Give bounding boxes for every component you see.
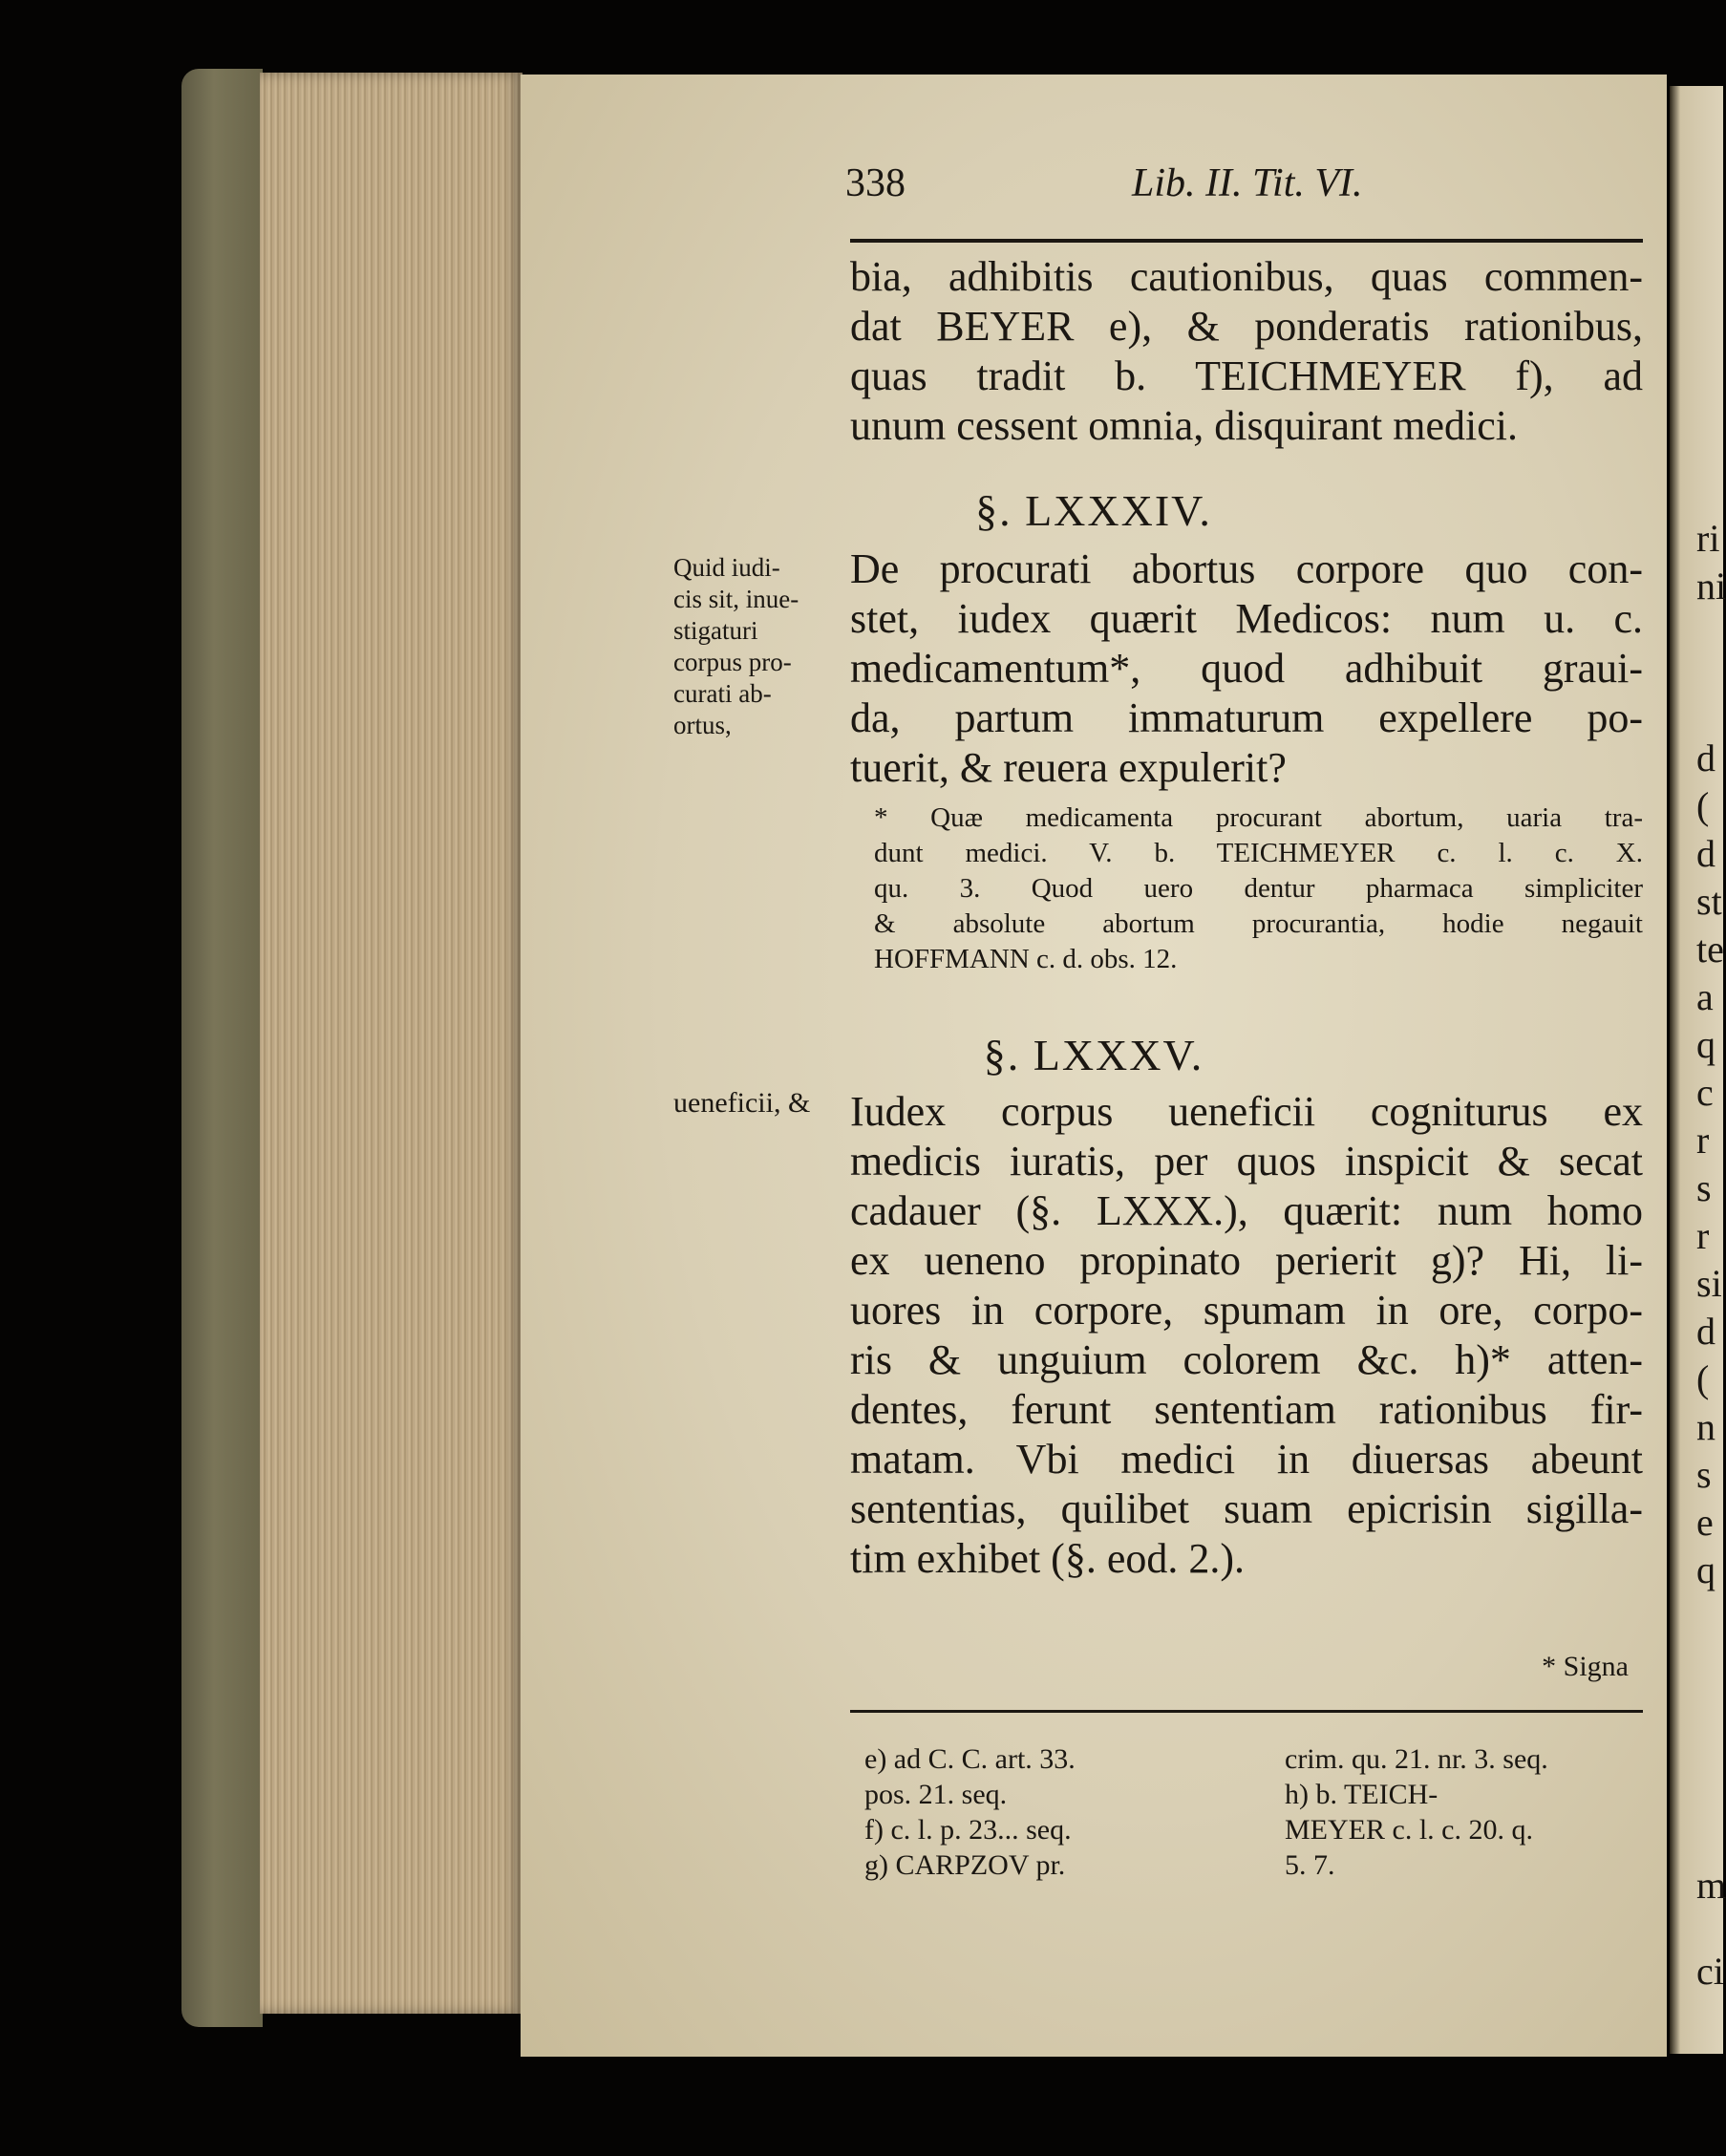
next-page-fragment: st: [1696, 880, 1722, 923]
next-page-fragment: d: [1696, 736, 1715, 779]
text-line: uores in corpore, spumam in ore, corpo-: [850, 1287, 1643, 1334]
footnote-line: * Quæ medicamenta procurant abortum, uaria tra-: [874, 802, 1643, 833]
next-page-fragment: r: [1696, 1119, 1710, 1162]
margin-note-84: [673, 552, 836, 741]
next-page-fragment: e: [1696, 1501, 1714, 1544]
footnote-line: dunt medici. V. b. TEICHMEYER c. l. c. X.: [874, 838, 1643, 868]
reference-line: crim. qu. 21. nr. 3. seq.: [1285, 1743, 1548, 1775]
margin-note-line: ueneficii, &: [673, 1087, 811, 1119]
text-line: dentes, ferunt sententiam rationibus fir-: [850, 1386, 1643, 1433]
footnote-84: [874, 800, 1643, 977]
footnote-line: qu. 3. Quod uero dentur pharmaca simpliciter: [874, 873, 1643, 904]
text-line: De procurati abortus corpore quo con-: [850, 545, 1643, 592]
text-line: medicis iuratis, per quos inspicit & secat: [850, 1138, 1643, 1185]
reference-line: 5. 7.: [1285, 1849, 1335, 1881]
margin-note-line: stigaturi: [673, 616, 758, 645]
footnote-line: HOFFMANN c. d. obs. 12.: [874, 944, 1178, 974]
next-page-fragment: m: [1696, 1864, 1726, 1907]
text-line: Iudex corpus ueneficii cogniturus ex: [850, 1088, 1643, 1135]
next-page-fragment: si: [1696, 1262, 1722, 1305]
text-line: tuerit, & reuera expulerit?: [850, 744, 1287, 791]
next-page-fragment: d: [1696, 832, 1715, 875]
top-paragraph: [850, 252, 1643, 451]
reference-line: h) b. TEICH-: [1285, 1779, 1438, 1810]
next-page-fragment: d: [1696, 1310, 1715, 1353]
text-line: sententias, quilibet suam epicrisin sigilla-: [850, 1485, 1643, 1532]
margin-note-85: [673, 1087, 836, 1119]
next-page-fragment: te: [1696, 928, 1724, 971]
book-spine: [181, 69, 263, 2027]
next-page-fragment: n: [1696, 1405, 1715, 1448]
reference-line: g) CARPZOV pr.: [864, 1849, 1066, 1881]
references-left: [864, 1741, 1247, 1883]
next-page-fragment: ri: [1696, 517, 1720, 560]
text-line: tim exhibet (§. eod. 2.).: [850, 1535, 1246, 1582]
text-line: ris & unguium colorem &c. h)* atten-: [850, 1336, 1643, 1383]
references-right: [1285, 1741, 1648, 1883]
margin-note-line: curati ab-: [673, 679, 772, 708]
header-rule: [850, 239, 1643, 243]
margin-note-line: cis sit, inue-: [673, 585, 799, 613]
next-page-fragment: ni: [1696, 565, 1726, 608]
reference-line: MEYER c. l. c. 20. q.: [1285, 1814, 1533, 1846]
next-page-fragment: r: [1696, 1214, 1710, 1257]
section-84-text: [850, 544, 1643, 793]
text-line: bia, adhibitis cautionibus, quas commen-: [850, 253, 1643, 300]
text-line: quas tradit b. TEICHMEYER f), ad: [850, 352, 1643, 399]
margin-note-line: Quid iudi-: [673, 553, 780, 582]
running-title: Lib. II. Tit. VI.: [1132, 161, 1363, 205]
next-page-fragment: ci: [1696, 1950, 1724, 1993]
reference-line: f) c. l. p. 23... seq.: [864, 1814, 1072, 1846]
next-page-fragment: c: [1696, 1071, 1714, 1114]
margin-note-line: corpus pro-: [673, 648, 792, 676]
text-line: dat BEYER e), & ponderatis rationibus,: [850, 303, 1643, 350]
page-header: [521, 160, 1667, 218]
next-page-edge: [1670, 86, 1726, 2054]
next-page-fragment: (: [1696, 784, 1710, 827]
reference-line: pos. 21. seq.: [864, 1779, 1008, 1810]
next-page-fragment: s: [1696, 1166, 1712, 1209]
text-line: stet, iudex quærit Medicos: num u. c.: [850, 595, 1643, 642]
next-page-fragment: a: [1696, 975, 1714, 1018]
text-line: unum cessent omnia, disquirant medici.: [850, 402, 1518, 449]
section-85-text: [850, 1087, 1643, 1584]
footer-rule: [850, 1710, 1643, 1713]
section-heading-84: §. LXXXIV.: [975, 486, 1212, 535]
text-line: da, partum immaturum expellere po-: [850, 694, 1643, 741]
next-page-fragment: s: [1696, 1453, 1712, 1496]
reference-line: e) ad C. C. art. 33.: [864, 1743, 1076, 1775]
footnote-line: & absolute abortum procurantia, hodie negauit: [874, 908, 1643, 939]
section-heading-85: §. LXXXV.: [983, 1031, 1204, 1079]
text-line: medicamentum*, quod adhibuit graui-: [850, 645, 1643, 692]
catchword: * Signa: [1542, 1651, 1629, 1682]
next-page-fragment: (: [1696, 1357, 1710, 1400]
page-edges: [260, 73, 522, 2014]
text-line: ex ueneno propinato perierit g)? Hi, li-: [850, 1237, 1643, 1284]
text-line: cadauer (§. LXXX.), quærit: num homo: [850, 1187, 1643, 1234]
next-page-fragment: q: [1696, 1548, 1715, 1591]
margin-note-line: ortus,: [673, 711, 732, 739]
book-page: [521, 75, 1667, 2057]
page-number: 338: [845, 161, 906, 205]
text-line: matam. Vbi medici in diuersas abeunt: [850, 1436, 1643, 1483]
next-page-fragment: q: [1696, 1023, 1715, 1066]
